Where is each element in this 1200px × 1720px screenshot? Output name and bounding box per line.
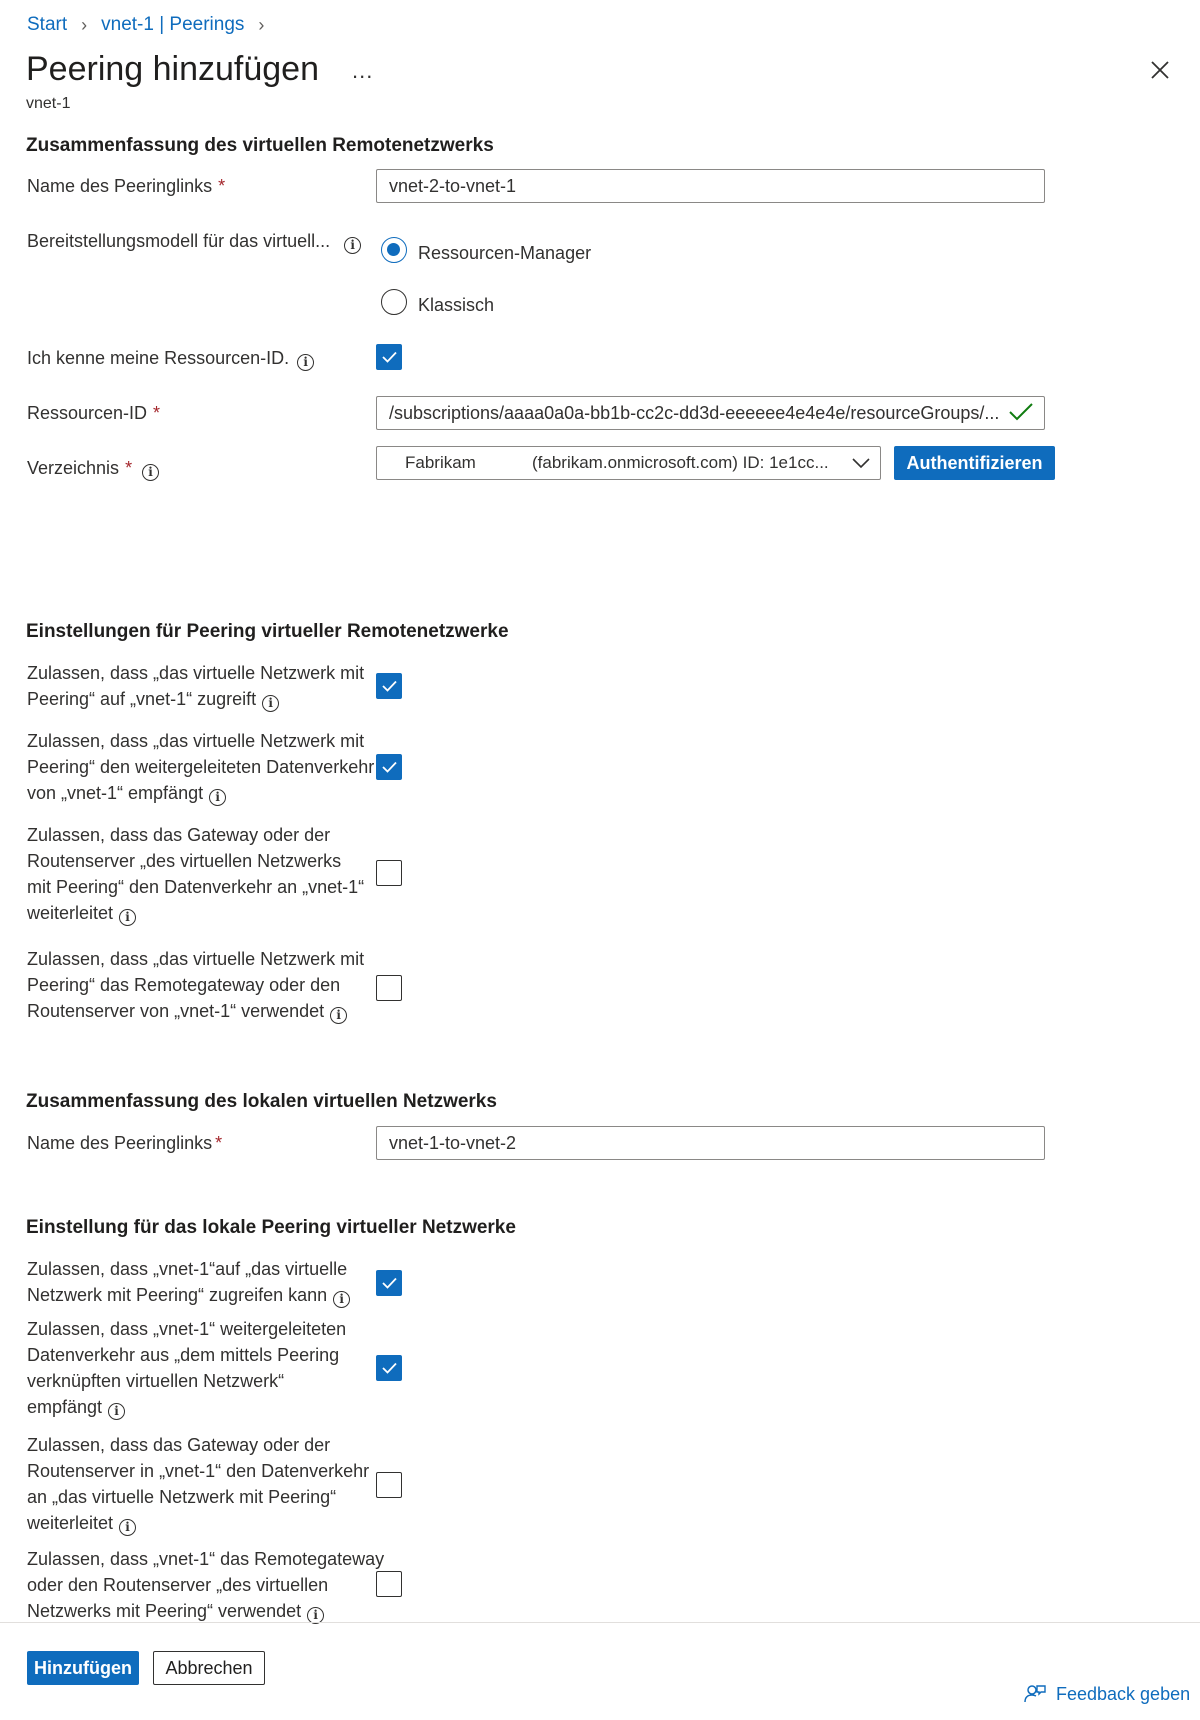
authenticate-button[interactable]: Authentifizieren [894,446,1055,480]
option-line: Routenserver in „vnet-1“ den Datenverkehr [27,1461,370,1481]
local-option-label-2 [27,1316,346,1420]
option-line-text: empfängt [27,1397,103,1417]
info-icon: i [307,1607,324,1624]
breadcrumb [27,14,278,36]
info-icon: i [333,1291,350,1308]
local-option-checkbox-2[interactable] [376,1355,402,1381]
option-line-text: weiterleitet [27,903,114,923]
remote-option-checkbox-2[interactable] [376,754,402,780]
resource-id-input[interactable] [376,396,1045,430]
section-remote-settings: Einstellungen für Peering virtueller Remotenetzwerke [26,621,509,642]
checkmark-icon [381,679,398,693]
page-subtitle: vnet-1 [26,95,71,112]
radio-classic-label: Klassisch [418,295,495,315]
breadcrumb-vnet-peerings[interactable]: vnet-1 | Peerings [101,14,245,35]
directory-select[interactable] [376,446,881,480]
option-line [27,1282,350,1308]
option-line: Zulassen, dass das Gateway oder der [27,1435,331,1455]
option-line [27,1510,369,1536]
option-line: Zulassen, dass „das virtuelle Netzwerk mit [27,731,365,751]
radio-resource-manager-label: Ressourcen-Manager [418,243,592,263]
remote-option-label-4 [27,946,364,1024]
remote-option-label-3 [27,822,364,926]
local-option-label-4 [27,1546,384,1624]
option-line: Zulassen, dass „das virtuelle Netzwerk mit [27,949,365,969]
option-line [27,900,364,926]
info-icon: i [119,1519,136,1536]
info-icon: i [108,1403,125,1420]
deploy-model-label: Bereitstellungsmodell für das virtuell... i [27,228,361,254]
local-option-checkbox-1[interactable] [376,1270,402,1296]
local-option-checkbox-4[interactable] [376,1571,402,1597]
option-line: Routenserver „des virtuellen Netzwerks [27,851,342,871]
add-button[interactable]: Hinzufügen [27,1651,139,1685]
option-line-text: Peering“ auf „vnet-1“ zugreift [27,689,257,709]
option-line: Zulassen, dass „vnet-1“auf „das virtuelle [27,1259,348,1279]
checkmark-icon [381,760,398,774]
checkmark-icon [381,350,398,364]
page-title: Peering hinzufügen [26,50,320,88]
breadcrumb-start[interactable]: Start [27,14,68,35]
option-line: Zulassen, dass „vnet-1“ das Remotegateway [27,1549,385,1569]
option-line: Zulassen, dass das Gateway oder der [27,825,331,845]
know-resource-id-label: Ich kenne meine Ressourcen-ID. i [27,345,314,371]
know-resource-id-checkbox[interactable] [376,344,402,370]
remote-option-checkbox-4[interactable] [376,975,402,1001]
option-line [27,1598,384,1624]
option-line [27,686,364,712]
info-icon: i [297,354,314,371]
option-line: Zulassen, dass „das virtuelle Netzwerk mit [27,663,365,683]
option-line: Peering“ den weitergeleiteten Datenverkehr [27,757,375,777]
option-line-text: von „vnet-1“ empfängt [27,783,204,803]
section-remote-summary: Zusammenfassung des virtuellen Remotenetzwerks [26,135,494,156]
checkmark-icon [381,1361,398,1375]
close-icon[interactable] [1148,58,1172,82]
remote-link-name-input[interactable]: vnet-2-to-vnet-1 [376,169,1045,203]
remote-option-checkbox-3[interactable] [376,860,402,886]
validation-check-icon [1008,401,1034,423]
option-line [27,1394,346,1420]
local-link-name-input[interactable]: vnet-1-to-vnet-2 [376,1126,1045,1160]
remote-option-label-2 [27,728,374,806]
feedback-label: Feedback geben [1056,1683,1191,1704]
option-line-text: Netzwerk mit Peering“ zugreifen kann [27,1285,328,1305]
local-option-label-3 [27,1432,369,1536]
footer-divider [0,1622,1200,1623]
chevron-right-icon: › [258,14,265,35]
chevron-right-icon: › [81,14,88,35]
info-icon: i [209,789,226,806]
option-line: mit Peering“ den Datenverkehr an „vnet-1“ [27,877,365,897]
section-local-summary: Zusammenfassung des lokalen virtuellen Netzwerks [26,1091,497,1112]
option-line-text: Netzwerks mit Peering“ verwendet [27,1601,302,1621]
remote-option-checkbox-1[interactable] [376,673,402,699]
option-line [27,780,374,806]
info-icon: i [119,909,136,926]
option-line-text: weiterleitet [27,1513,114,1533]
radio-resource-manager[interactable] [381,237,407,263]
checkmark-icon [381,1276,398,1290]
resource-id-value: /subscriptions/aaaa0a0a-bb1b-cc2c-dd3d-eeeeee4e4e4e/resourceGroups/... [389,403,1000,423]
remote-link-name-label: Name des Peeringlinks * [27,176,226,196]
section-local-settings: Einstellung für das lokale Peering virtueller Netzwerke [26,1217,516,1238]
resource-id-label: Ressourcen-ID * [27,403,161,423]
option-line-text: Routenserver von „vnet-1“ verwendet [27,1001,325,1021]
chevron-down-icon [852,457,870,469]
info-icon: i [142,464,159,481]
radio-classic[interactable] [381,289,407,315]
directory-detail: (fabrikam.onmicrosoft.com) ID: 1e1cc... [532,453,829,472]
feedback-icon [1024,1683,1046,1705]
more-options-icon[interactable]: ... [352,58,374,83]
local-option-label-1 [27,1256,350,1308]
local-option-checkbox-3[interactable] [376,1472,402,1498]
feedback-link[interactable] [1024,1683,1190,1705]
info-icon: i [330,1007,347,1024]
info-icon: i [262,695,279,712]
local-link-name-label: Name des Peeringlinks * [27,1133,223,1153]
info-icon: i [344,237,361,254]
directory-label: Verzeichnis * i [27,455,159,481]
option-line [27,998,364,1024]
option-line: oder den Routenserver „des virtuellen [27,1575,329,1595]
option-line: an „das virtuelle Netzwerk mit Peering“ [27,1487,337,1507]
cancel-button[interactable]: Abbrechen [153,1651,265,1685]
option-line: verknüpften virtuellen Netzwerk“ [27,1371,285,1391]
option-line: Zulassen, dass „vnet-1“ weitergeleiteten [27,1319,347,1339]
option-line: Peering“ das Remotegateway oder den [27,975,341,995]
remote-option-label-1 [27,660,364,712]
directory-name: Fabrikam [405,453,476,472]
option-line: Datenverkehr aus „dem mittels Peering [27,1345,340,1365]
